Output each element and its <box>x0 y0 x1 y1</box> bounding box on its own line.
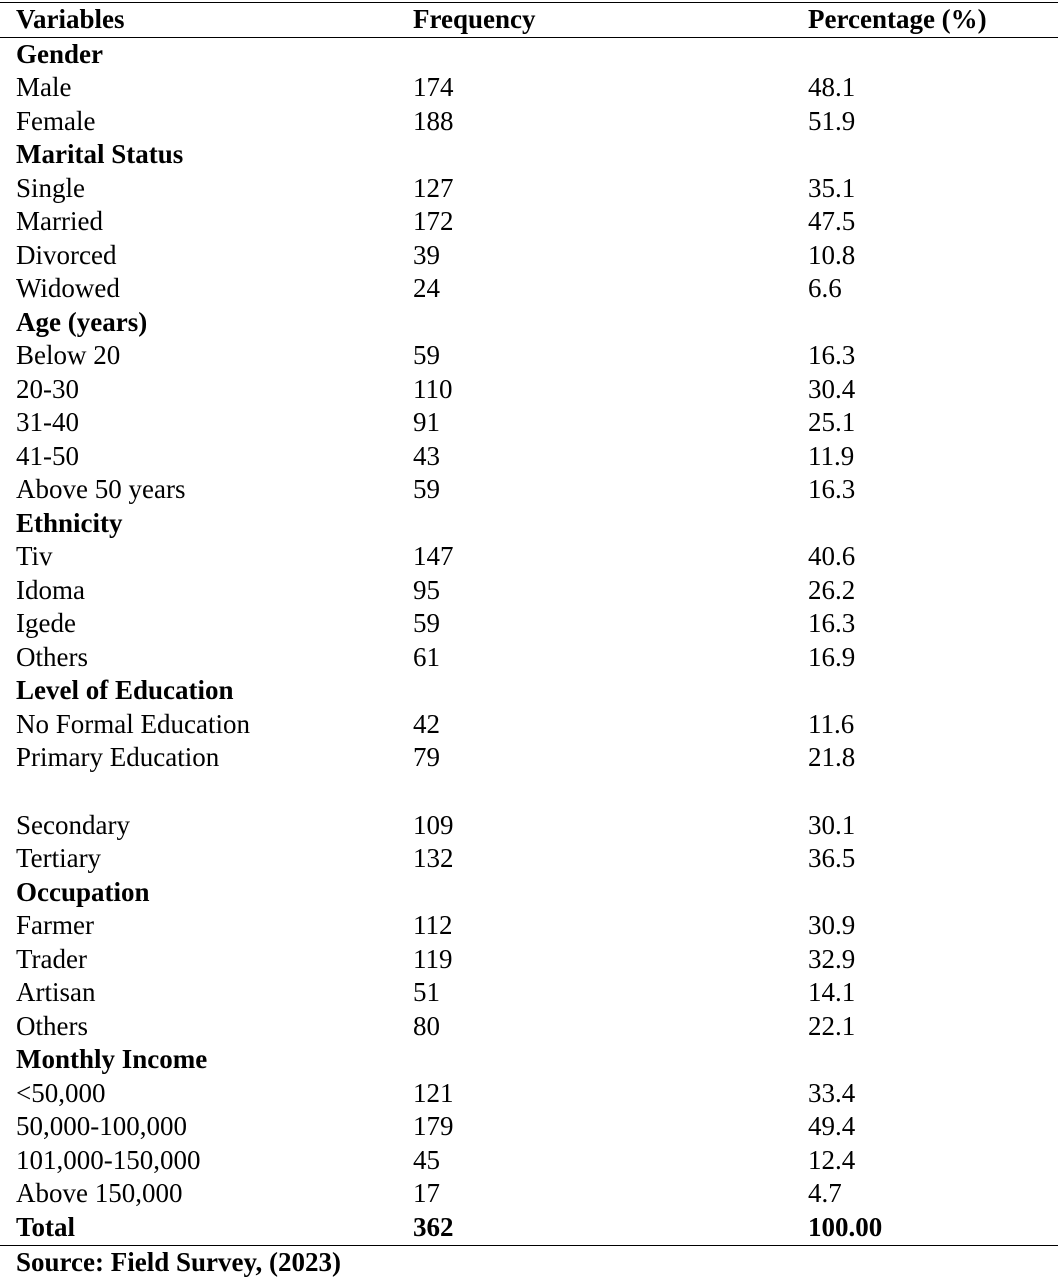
table-row <box>0 909 1058 943</box>
percentage-cell: 30.4 <box>808 373 856 404</box>
variable-cell: Divorced <box>16 239 117 270</box>
variable-cell: 41-50 <box>16 440 79 471</box>
variable-cell: Trader <box>16 943 87 974</box>
table-row <box>0 205 1058 239</box>
frequency-cell: 132 <box>413 843 454 873</box>
table-row <box>0 1077 1058 1111</box>
percentage-cell: 10.8 <box>808 239 856 270</box>
spacer-row <box>0 775 1058 809</box>
section-label: Gender <box>16 38 103 69</box>
percentage-cell: 51.9 <box>808 105 856 136</box>
section-label: Ethnicity <box>16 507 123 538</box>
percentage-cell: 6.6 <box>808 273 842 304</box>
table-row <box>0 607 1058 641</box>
table-row <box>0 339 1058 373</box>
section-label: Level of Education <box>16 675 234 706</box>
frequency-cell: 51 <box>413 977 440 1008</box>
variable-cell: No Formal Education <box>16 708 250 739</box>
section-header-row <box>0 306 1058 340</box>
variable-cell: 31-40 <box>16 407 79 438</box>
variable-cell: Widowed <box>16 273 120 304</box>
variable-cell: 20-30 <box>16 373 79 404</box>
table-row <box>0 1010 1058 1044</box>
variable-cell: Married <box>16 206 103 237</box>
frequency-cell: 127 <box>413 172 454 203</box>
table-row <box>0 842 1058 876</box>
variable-cell: Secondary <box>16 809 130 840</box>
header-frequency: Frequency <box>413 4 536 34</box>
table-row <box>0 741 1058 775</box>
section-header-row <box>0 507 1058 541</box>
table-row <box>0 976 1058 1010</box>
variable-cell: Female <box>16 105 96 136</box>
section-header-row <box>0 674 1058 708</box>
variable-cell: 50,000-100,000 <box>16 1111 187 1142</box>
percentage-cell: 30.1 <box>808 809 856 840</box>
percentage-cell: 11.6 <box>808 708 855 739</box>
header-variables: Variables <box>16 4 125 34</box>
percentage-cell: 33.4 <box>808 1077 856 1108</box>
table-row <box>0 105 1058 139</box>
variable-cell: Above 150,000 <box>16 1178 183 1209</box>
percentage-cell: 12.4 <box>808 1144 856 1175</box>
table-row <box>0 641 1058 675</box>
percentage-cell: 21.8 <box>808 742 856 773</box>
percentage-cell: 25.1 <box>808 407 856 438</box>
frequency-cell: 110 <box>413 373 453 404</box>
variable-cell: Above 50 years <box>16 474 186 505</box>
section-header-row <box>0 876 1058 910</box>
variable-cell: Single <box>16 172 86 203</box>
table-header-row <box>0 3 1058 37</box>
frequency-cell: 112 <box>413 910 453 940</box>
total-label: Total <box>16 1212 76 1242</box>
section-header-row <box>0 38 1058 72</box>
frequency-cell: 39 <box>413 239 440 270</box>
section-label: Occupation <box>16 876 150 907</box>
percentage-cell: 48.1 <box>808 72 856 102</box>
section-label: Monthly Income <box>16 1044 208 1075</box>
frequency-cell: 24 <box>413 273 440 304</box>
percentage-cell: 47.5 <box>808 206 856 237</box>
variable-cell: Below 20 <box>16 340 121 371</box>
percentage-cell: 16.3 <box>808 474 856 505</box>
frequency-cell: 59 <box>413 474 440 505</box>
table-row <box>0 473 1058 507</box>
frequency-cell: 42 <box>413 708 440 739</box>
variable-cell: Others <box>16 641 88 672</box>
frequency-cell: 80 <box>413 1010 440 1041</box>
variable-cell: Farmer <box>16 910 94 940</box>
section-header-row <box>0 138 1058 172</box>
percentage-cell: 40.6 <box>808 541 856 572</box>
percentage-cell: 26.2 <box>808 574 856 605</box>
frequency-cell: 59 <box>413 608 440 639</box>
table-row <box>0 406 1058 440</box>
frequency-cell: 45 <box>413 1144 440 1175</box>
table-row <box>0 540 1058 574</box>
variable-cell: <50,000 <box>16 1077 106 1108</box>
frequency-cell: 121 <box>413 1077 454 1108</box>
table-row <box>0 440 1058 474</box>
total-row <box>0 1211 1058 1245</box>
variable-cell: Others <box>16 1010 88 1041</box>
frequency-cell: 109 <box>413 809 454 840</box>
percentage-cell: 16.3 <box>808 608 856 639</box>
table-row <box>0 708 1058 742</box>
frequency-cell: 91 <box>413 407 440 438</box>
percentage-cell: 32.9 <box>808 943 856 974</box>
frequency-cell: 61 <box>413 641 440 672</box>
frequency-cell: 174 <box>413 72 454 102</box>
frequency-cell: 147 <box>413 541 454 572</box>
percentage-cell: 4.7 <box>808 1178 842 1209</box>
table-row <box>0 1110 1058 1144</box>
frequency-cell: 17 <box>413 1178 440 1209</box>
frequency-cell: 179 <box>413 1111 454 1142</box>
source-note: Source: Field Survey, (2023) <box>16 1247 341 1277</box>
percentage-cell: 22.1 <box>808 1010 856 1041</box>
total-frequency: 362 <box>413 1212 454 1242</box>
variable-cell: Igede <box>16 608 76 639</box>
variable-cell: Male <box>16 72 72 102</box>
percentage-cell: 49.4 <box>808 1111 856 1142</box>
percentage-cell: 35.1 <box>808 172 856 203</box>
variable-cell: Tiv <box>16 541 53 572</box>
table-row <box>0 574 1058 608</box>
frequency-cell: 79 <box>413 742 440 773</box>
frequency-cell: 43 <box>413 440 440 471</box>
section-label: Marital Status <box>16 139 184 170</box>
table-row <box>0 71 1058 105</box>
percentage-cell: 16.9 <box>808 641 856 672</box>
frequency-cell: 59 <box>413 340 440 371</box>
table-row <box>0 943 1058 977</box>
table-row <box>0 272 1058 306</box>
table-row <box>0 373 1058 407</box>
percentage-cell: 16.3 <box>808 340 856 371</box>
header-percentage: Percentage (%) <box>808 4 987 34</box>
frequency-cell: 119 <box>413 943 453 974</box>
table-row <box>0 1144 1058 1178</box>
frequency-cell: 188 <box>413 105 454 136</box>
variable-cell: Primary Education <box>16 742 220 773</box>
section-header-row <box>0 1043 1058 1077</box>
table-row <box>0 1177 1058 1211</box>
frequency-cell: 95 <box>413 574 440 605</box>
table-row <box>0 172 1058 206</box>
percentage-cell: 36.5 <box>808 843 856 873</box>
variable-cell: Idoma <box>16 574 85 605</box>
variable-cell: Tertiary <box>16 843 102 873</box>
percentage-cell: 14.1 <box>808 977 856 1008</box>
total-percentage: 100.00 <box>808 1212 883 1242</box>
section-label: Age (years) <box>16 306 148 337</box>
variable-cell: 101,000-150,000 <box>16 1144 201 1175</box>
percentage-cell: 30.9 <box>808 910 856 940</box>
table-row <box>0 809 1058 843</box>
percentage-cell: 11.9 <box>808 440 855 471</box>
frequency-cell: 172 <box>413 206 454 237</box>
variable-cell: Artisan <box>16 977 96 1008</box>
table-row <box>0 239 1058 273</box>
